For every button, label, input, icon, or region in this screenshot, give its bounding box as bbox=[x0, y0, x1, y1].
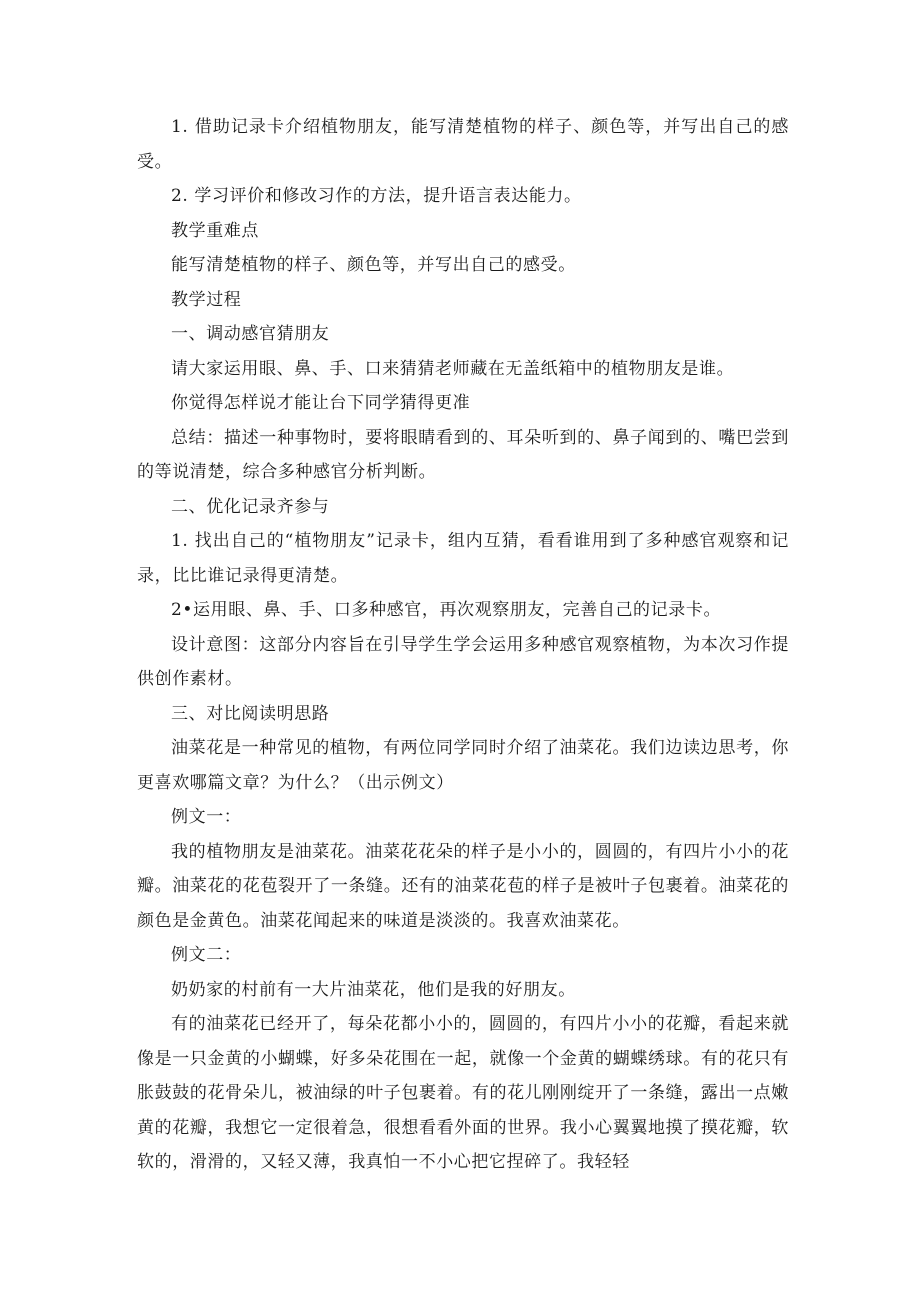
objective-1: 1. 借助记录卡介绍植物朋友，能写清楚植物的样子、颜色等，并写出自己的感受。 bbox=[137, 117, 789, 172]
section-1-heading: 一、调动感官猜朋友 bbox=[171, 324, 330, 344]
section-1-text-2: 你觉得怎样说才能让台下同学猜得更准 bbox=[171, 393, 471, 413]
section-3-heading: 三、对比阅读明思路 bbox=[171, 703, 330, 724]
key-points-text: 能写清楚植物的样子、颜色等，并写出自己的感受。 bbox=[171, 255, 576, 275]
document-body bbox=[137, 110, 789, 1180]
section-2-step-2: 2•运用眼、鼻、手、口多种感官，再次观察朋友，完善自己的记录卡。 bbox=[171, 600, 722, 620]
heading-process: 教学过程 bbox=[171, 289, 242, 310]
section-1-text-1: 请大家运用眼、鼻、手、口来猜猜老师藏在无盖纸箱中的植物朋友是谁。 bbox=[171, 358, 735, 379]
example-2-text-1: 奶奶家的村前有一大片油菜花，他们是我的好朋友。 bbox=[171, 979, 576, 1000]
design-intent: 设计意图：这部分内容旨在引导学生学会运用多种感官观察植物，为本次习作提供创作素材。 bbox=[137, 634, 789, 689]
example-1-text: 我的植物朋友是油菜花。油菜花花朵的样子是小小的，圆圆的，有四片小小的花瓣。油菜花的花苞裂开了一条缝。还有的油菜花苞的样子是被叶子包裹着。油菜花的颜色是金黄色。油菜花闻起来的味道是淡淡的。我喜欢油菜花。 bbox=[137, 841, 789, 931]
section-2-step-1: 1. 找出自己的“植物朋友”记录卡，组内互猜，看看谁用到了多种感官观察和记录，比比谁记录得更清楚。 bbox=[137, 531, 789, 586]
objective-2: 2. 学习评价和修改习作的方法，提升语言表达能力。 bbox=[171, 186, 582, 206]
section-1-summary: 总结：描述一种事物时，要将眼睛看到的、耳朵听到的、鼻子闻到的、嘴巴尝到的等说清楚，综合多种感官分析判断。 bbox=[137, 427, 789, 482]
example-1-label: 例文一： bbox=[171, 807, 242, 827]
heading-key-points: 教学重难点 bbox=[171, 220, 259, 241]
example-2-label: 例文二： bbox=[171, 945, 242, 965]
section-2-heading: 二、优化记录齐参与 bbox=[171, 496, 330, 517]
example-2-text-2: 有的油菜花已经开了，每朵花都小小的，圆圆的，有四片小小的花瓣，看起来就像是一只金黄的小蝴蝶，好多朵花围在一起，就像一个金黄的蝴蝶绣球。有的花只有胀鼓鼓的花骨朵儿，被油绿的叶子包裹着。有的花儿刚刚绽开了一条缝，露出一点嫩黄的花瓣，我想它一定很着急，很想看看外面的世界。我小心翼翼地摸了摸花瓣，软软的，滑滑的，又轻又薄，我真怕一不小心把它捏碎了。我轻轻 bbox=[137, 1014, 789, 1172]
section-3-intro: 油菜花是一种常见的植物，有两位同学同时介绍了油菜花。我们边读边思考，你更喜欢哪篇文章？为什么？（出示例文） bbox=[137, 738, 789, 793]
